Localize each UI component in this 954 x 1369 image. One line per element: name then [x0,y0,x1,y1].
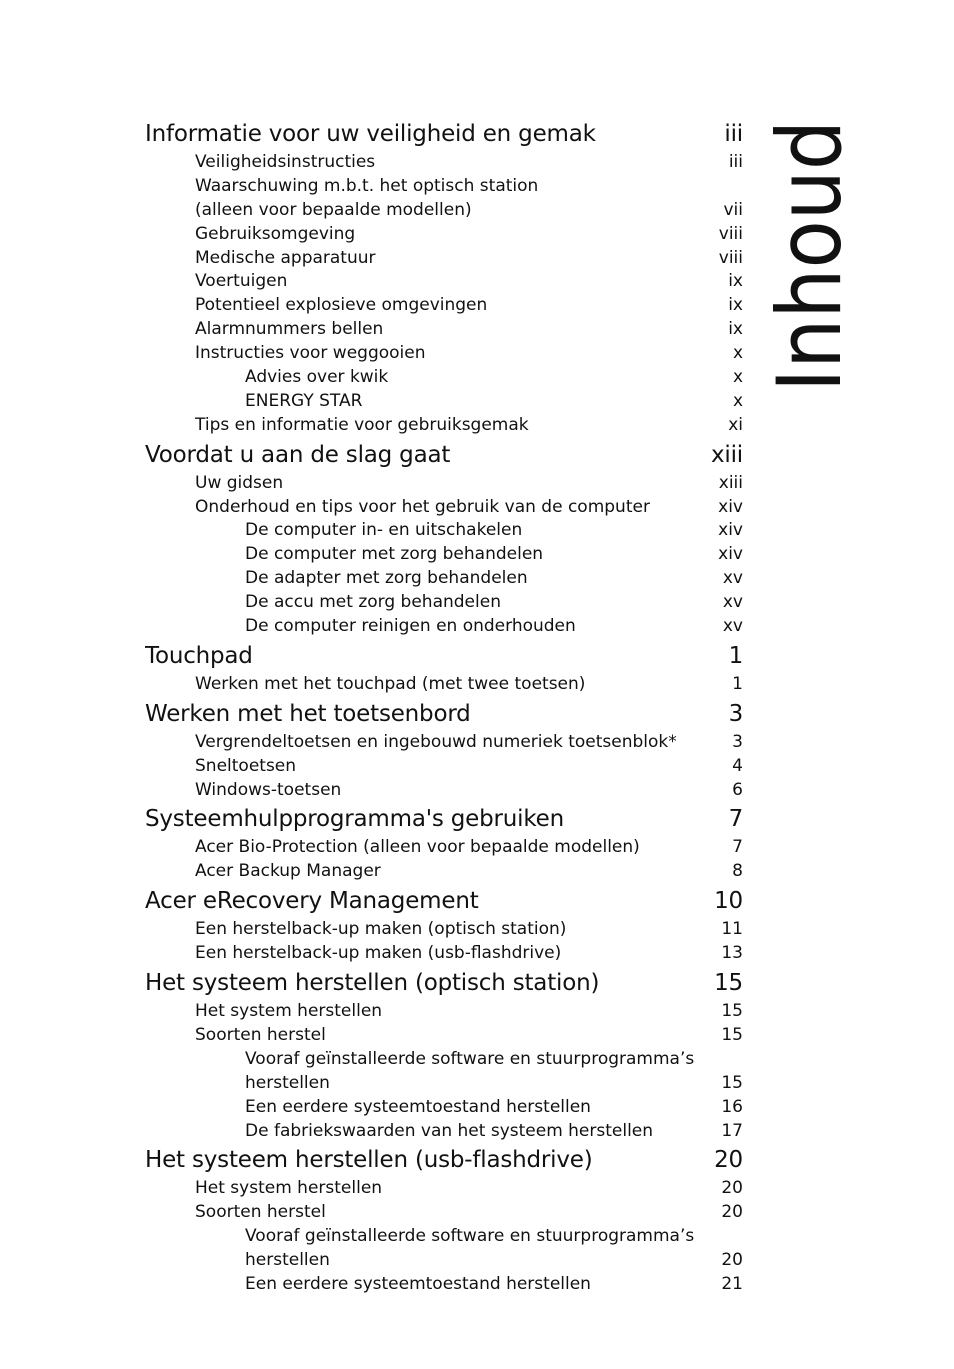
toc-entry-page: 15 [721,1072,743,1093]
toc-entry[interactable] [145,942,743,966]
toc-chapter[interactable] [145,697,743,731]
toc-entry[interactable] [145,1096,743,1120]
toc-entry-title: (alleen voor bepaalde modellen) [195,199,472,220]
toc-entry-title: De computer in- en uitschakelen [245,520,523,541]
toc-entry-title: Advies over kwik [245,367,389,388]
toc-entry-page: 11 [721,919,743,940]
toc-entry[interactable] [145,318,743,342]
toc-entry-page: xiii [718,472,743,493]
toc-entry-page: x [732,390,743,411]
toc-entry[interactable] [145,1201,743,1225]
toc-entry[interactable] [145,342,743,366]
toc-entry-page: 3 [732,731,743,752]
toc-entry-title: Informatie voor uw veiligheid en gemak [145,121,596,147]
toc-entry-page: xv [722,616,743,637]
toc-entry-title: Soorten herstel [195,1024,326,1045]
toc-chapter[interactable] [145,117,743,151]
toc-entry-title: Een herstelback-up maken (usb-flashdrive) [195,943,562,964]
toc-entry[interactable] [145,270,743,294]
toc-chapter[interactable] [145,802,743,836]
toc-entry[interactable] [145,836,743,860]
toc-entry[interactable] [145,591,743,615]
toc-entry-title: Instructies voor weggooien [195,343,426,364]
toc-entry-title: Het system herstellen [195,1178,383,1199]
table-of-contents [145,117,743,1297]
toc-entry-title: Windows-toetsen [195,779,342,800]
toc-entry[interactable] [145,223,743,247]
toc-entry-page: 10 [714,888,743,915]
toc-entry-page: vii [723,199,743,220]
toc-entry-page: x [732,343,743,364]
toc-entry-title: Werken met het touchpad (met twee toetsen) [195,673,586,694]
toc-entry-page: 15 [714,970,743,997]
toc-entry-page: xv [722,568,743,589]
toc-entry-page: iii [728,152,743,172]
toc-entry[interactable] [145,860,743,884]
toc-entry-page: xiv [718,520,743,541]
toc-entry[interactable] [145,519,743,543]
toc-entry-title: Het systeem herstellen (optisch station) [145,970,600,997]
toc-entry[interactable] [145,615,743,639]
toc-entry-title: Een eerdere systeemtoestand herstellen [245,1096,591,1117]
toc-entry-title: Een eerdere systeemtoestand herstellen [245,1273,591,1294]
toc-entry-page: ix [728,295,743,316]
toc-entry-title: De adapter met zorg behandelen [245,568,528,589]
toc-entry[interactable] [145,1120,743,1144]
toc-entry-title: Vergrendeltoetsen en ingebouwd numeriek toetsenblok* [195,731,677,752]
toc-chapter[interactable] [145,639,743,673]
toc-entry-title: Acer Bio-Protection (alleen voor bepaalde modellen) [195,837,640,858]
toc-entry[interactable] [145,673,743,697]
toc-entry-page: 8 [732,861,743,882]
toc-entry-title: Touchpad [145,642,253,669]
toc-entry[interactable] [145,1177,743,1201]
toc-entry-title: Het system herstellen [195,1001,383,1022]
toc-entry-page: x [732,367,743,388]
toc-entry-page: 1 [728,642,743,669]
toc-entry-title: ENERGY STAR [245,390,363,411]
toc-entry[interactable] [145,247,743,271]
toc-entry-title: Onderhoud en tips voor het gebruik van de computer [195,496,650,517]
toc-chapter[interactable] [145,438,743,472]
toc-entry[interactable] [145,1024,743,1048]
toc-entry-page: 21 [721,1273,743,1294]
toc-entry-title: herstellen [245,1250,330,1271]
toc-entry-page: 13 [721,943,743,964]
toc-entry[interactable] [145,543,743,567]
toc-entry-title: Gebruiksomgeving [195,223,356,244]
toc-entry-page: 20 [714,1147,743,1174]
toc-entry-page: 1 [732,673,743,694]
toc-entry-page: ix [728,271,743,292]
toc-entry[interactable] [145,1225,743,1249]
toc-entry-page: viii [718,223,743,244]
toc-entry[interactable] [145,779,743,803]
side-title [756,118,856,398]
toc-entry-page: xiii [711,441,743,468]
toc-entry-title: Werken met het toetsenbord [145,700,471,727]
toc-entry-page: xi [728,414,743,435]
toc-entry-page: viii [718,247,743,268]
toc-entry-title: Alarmnummers bellen [195,319,384,340]
toc-entry[interactable] [145,567,743,591]
toc-entry-title: Tips en informatie voor gebruiksgemak [195,414,529,435]
toc-entry-title: Vooraf geïnstalleerde software en stuurprogramma’s [245,1048,695,1069]
toc-entry-page: 16 [721,1096,743,1117]
toc-entry[interactable] [145,731,743,755]
toc-entry[interactable] [145,1273,743,1297]
toc-entry-page: xiv [718,496,743,517]
toc-entry-title: De computer reinigen en onderhouden [245,616,576,637]
toc-entry-page: ix [728,319,743,340]
toc-entry[interactable] [145,151,743,175]
toc-entry[interactable] [145,366,743,390]
toc-entry-title: Veiligheidsinstructies [195,152,376,172]
toc-entry-title: Potentieel explosieve omgevingen [195,295,488,316]
toc-chapter[interactable] [145,966,743,1000]
toc-entry-title: Soorten herstel [195,1202,326,1223]
toc-chapter[interactable] [145,1143,743,1177]
toc-entry[interactable] [145,294,743,318]
toc-entry-title: Voertuigen [195,271,288,292]
toc-entry[interactable] [145,199,743,223]
toc-entry-title: Voordat u aan de slag gaat [145,441,451,468]
toc-entry-title: Acer Backup Manager [195,861,381,882]
toc-entry[interactable] [145,175,743,199]
toc-entry-title: Medische apparatuur [195,247,376,268]
toc-entry-page: xv [722,592,743,613]
toc-entry-page: 15 [721,1024,743,1045]
toc-entry[interactable] [145,414,743,438]
toc-entry-title: De accu met zorg behandelen [245,592,501,613]
toc-entry-title: Sneltoetsen [195,755,297,776]
toc-entry-page: 4 [732,755,743,776]
toc-entry[interactable] [145,1249,743,1273]
toc-entry-page: 20 [721,1178,743,1199]
toc-entry[interactable] [145,1000,743,1024]
toc-entry-page: iii [724,121,743,147]
toc-entry-page: 7 [728,806,743,833]
toc-entry[interactable] [145,918,743,942]
toc-entry-page: 20 [721,1250,743,1271]
toc-entry-page: xiv [718,544,743,565]
toc-chapter[interactable] [145,884,743,918]
toc-entry[interactable] [145,755,743,779]
toc-entry-page: 17 [721,1120,743,1141]
toc-entry-page: 6 [732,779,743,800]
side-title-svg [756,118,856,398]
toc-entry-title: Vooraf geïnstalleerde software en stuurprogramma’s [245,1226,695,1247]
toc-entry-title: Waarschuwing m.b.t. het optisch station [195,175,539,196]
toc-entry-title: Uw gidsen [195,472,284,493]
toc-entry-title: Systeemhulpprogramma's gebruiken [145,806,564,833]
toc-entry[interactable] [145,390,743,414]
toc-entry[interactable] [145,472,743,496]
toc-entry-page: 15 [721,1001,743,1022]
toc-entry-title: De computer met zorg behandelen [245,544,544,565]
side-title-text: Inhoud [758,118,856,392]
toc-entry[interactable] [145,496,743,520]
toc-entry-title: Het systeem herstellen (usb-flashdrive) [145,1147,593,1174]
toc-entry-title: Acer eRecovery Management [145,888,479,915]
toc-entry-title: herstellen [245,1072,330,1093]
toc-entry[interactable] [145,1072,743,1096]
toc-entry-page: 3 [728,700,743,727]
toc-entry-title: Een herstelback-up maken (optisch station) [195,919,567,940]
toc-entry-title: De fabriekswaarden van het systeem herstellen [245,1120,654,1141]
toc-entry-page: 7 [732,837,743,858]
toc-entry[interactable] [145,1048,743,1072]
toc-entry-page: 20 [721,1202,743,1223]
